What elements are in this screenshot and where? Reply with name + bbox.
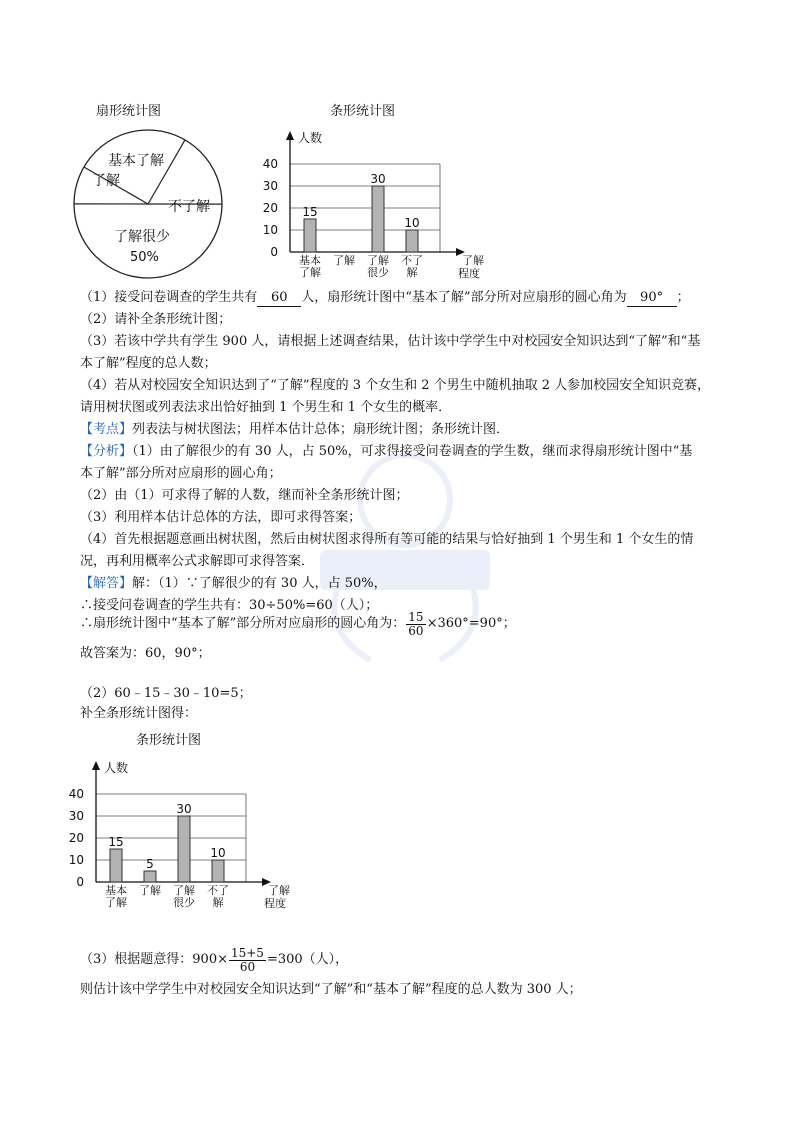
bar-chart-title: 条形统计图 [330,104,396,119]
answer-blank-1: 60 [257,290,301,307]
bar-value-label: 5 [146,857,154,871]
pie-label-not: 不了解 [168,199,210,215]
x-tick-label: 了解 [333,254,355,267]
bar-value-label: 30 [176,802,192,816]
x-tick-label: 了解 [299,266,321,279]
bar [178,816,190,882]
y-tick-label: 20 [68,831,84,845]
jieda-line6: 补全条形统计图得： [80,706,198,721]
y-tick-label: 0 [270,245,278,259]
y-axis-label: 人数 [104,761,129,775]
y-tick-label: 30 [262,179,278,193]
jieda-line3: ∴扇形统计图中“基本了解”部分所对应扇形的圆心角为： $\frac{15}{60}$ ×360°=90°； [80,609,516,638]
pie-label-understand: 了解 [92,173,120,189]
x-tick-label: 很少 [367,266,389,279]
x-tick-label: 不了 [401,254,423,267]
y-tick-label: 10 [262,223,278,237]
y-axis-arrow [286,131,294,140]
y-axis-label: 人数 [298,131,323,145]
question-4-line1: （4）若从对校园安全知识达到了“了解”程度的 3 个女生和 2 个男生中随机抽取 2 人参加校园安全知识竞赛， [80,378,711,393]
y-axis-arrow [92,761,100,770]
fraction-20-60: $\frac{15+5}{60}$ [230,945,264,974]
bar-value-label: 15 [108,835,124,849]
bar [110,849,122,882]
fraction-15-60: $\frac{15}{60}$ [408,609,424,638]
y-tick-label: 40 [262,157,278,171]
y-tick-label: 20 [262,201,278,215]
bar [304,219,316,252]
fenxi-line6: 况，再利用概率公式求解即可求得答案． [80,554,315,569]
x-tick-label: 基本 [105,884,127,897]
x-tick-label: 很少 [173,896,195,909]
x-tick-label: 了解 [139,884,161,897]
x-tick-label: 基本 [299,254,321,267]
answer-blank-2: 90° [627,290,677,307]
pie-label-little: 了解很少 [114,229,170,245]
x-tick-label: 解 [406,266,418,279]
fenxi-line5: （4）首先根据题意画出树状图，然后由树状图求得所有等可能的结果与恰好抽到 1 个男生和 1 个女生的情 [80,532,694,547]
x-axis-label: 程度 [458,267,480,280]
jieda-line4: 故答案为：60，90°； [80,646,211,661]
fenxi-line2: 本了解”部分所对应扇形的圆心角； [80,466,282,481]
bar-chart-2 [66,752,290,917]
y-tick-label: 40 [68,787,84,801]
pie-chart-title: 扇形统计图 [96,104,162,119]
bar-value-label: 30 [370,172,386,186]
jieda-line7: （3）根据题意得：900× $\frac{15+5}{60}$ =300（人）， [80,945,349,974]
jieda-line1: 【解答】解：（1）∵了解很少的有 30 人，占 50%， [80,576,387,591]
bar-value-label: 10 [404,216,420,230]
bar [144,871,156,882]
bar [212,860,224,882]
x-tick-label: 了解 [173,884,195,897]
fenxi-line3: （2）由（1）可求得了解的人数，继而补全条形统计图； [80,488,409,503]
bar-chart-2-title: 条形统计图 [136,733,202,748]
pie-label-basic: 基本了解 [108,153,164,169]
x-tick-label: 解 [212,896,224,909]
x-tick-label: 了解 [105,896,127,909]
question-4-line2: 请用树状图或列表法求出恰好抽到 1 个男生和 1 个女生的概率． [80,400,452,415]
x-tick-label: 不了 [207,884,229,897]
y-tick-label: 0 [76,875,84,889]
jieda-line8: 则估计该中学学生中对校园安全知识达到“了解”和“基本了解”程度的总人数为 300 人； [80,982,582,997]
x-axis-label: 了解 [268,884,290,897]
x-axis-label: 程度 [264,897,286,910]
question-1: （1）接受问卷调查的学生共有 60 人，扇形统计图中“基本了解”部分所对应扇形的圆心角为 90° ； [80,290,690,305]
question-3-line1: （3）若该中学共有学生 900 人，请根据上述调查结果，估计该中学学生中对校园安全知识达到“了解”和“基 [80,334,701,349]
kaodian: 【考点】列表法与树状图法；用样本估计总体；扇形统计图；条形统计图． [80,422,510,437]
question-2: （2）请补全条形统计图； [80,312,232,327]
bar-value-label: 10 [210,846,226,860]
question-3-line2: 本了解”程度的总人数； [80,356,217,371]
bar-chart-1 [260,122,484,287]
bar-value-label: 15 [302,205,318,219]
y-tick-label: 10 [68,853,84,867]
jieda-line2: ∴接受问卷调查的学生共有：30÷50%=60（人）； [80,598,379,613]
jieda-line5: （2）60﹣15﹣30﹣10=5； [80,686,252,701]
y-tick-label: 30 [68,809,84,823]
x-tick-label: 了解 [367,254,389,267]
bar [372,186,384,252]
pie-label-percent: 50% [130,250,159,265]
x-axis-label: 了解 [462,254,484,267]
fenxi-line1: 【分析】（1）由了解很少的有 30 人，占 50%，可求得接受问卷调查的学生数，继而求得扇形统计图中“基 [80,444,693,459]
fenxi-line4: （3）利用样本估计总体的方法，即可求得答案； [80,510,362,525]
bar [406,230,418,252]
